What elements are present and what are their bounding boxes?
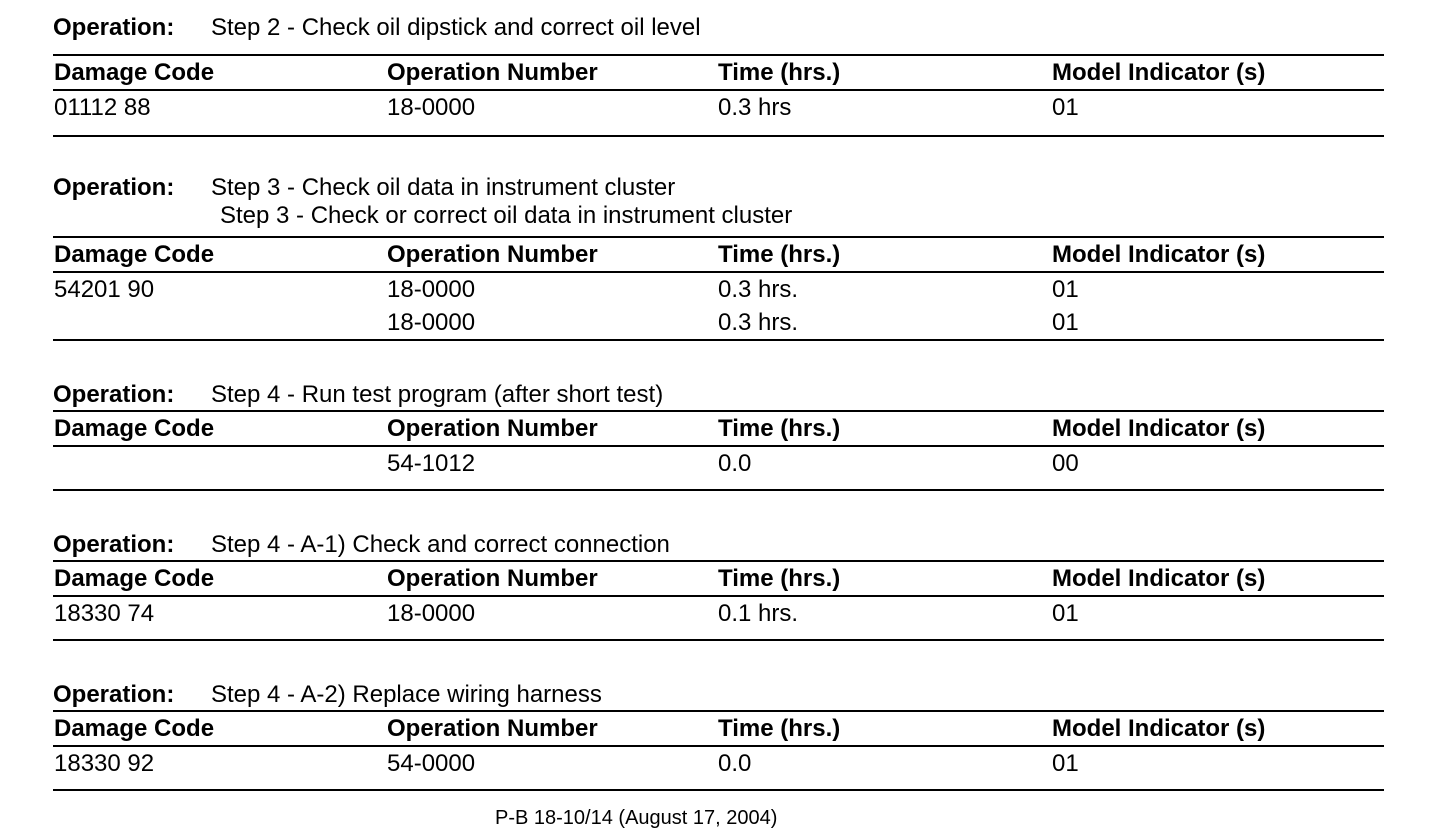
header-time: Time (hrs.): [718, 241, 841, 268]
cell-model-indicator: 01: [1052, 309, 1079, 336]
cell-time: 0.0: [718, 750, 752, 777]
operation-section-step-3: [53, 173, 1384, 341]
header-time: Time (hrs.): [718, 715, 841, 742]
operation-label: Operation:: [53, 681, 175, 708]
table-header: [53, 238, 1384, 271]
cell-model-indicator: 01: [1052, 94, 1079, 121]
table-row: [53, 91, 1384, 124]
header-damage-code: Damage Code: [54, 565, 215, 592]
header-operation-number: Operation Number: [387, 241, 598, 268]
cell-model-indicator: 00: [1052, 450, 1079, 477]
table-header: [53, 56, 1384, 89]
table-header: [53, 562, 1384, 595]
cell-damage-code: 01112 88: [54, 94, 151, 121]
table-row: [53, 747, 1384, 780]
cell-model-indicator: 01: [1052, 600, 1079, 627]
table-header: [53, 412, 1384, 445]
header-damage-code: Damage Code: [54, 59, 215, 86]
header-operation-number: Operation Number: [387, 715, 598, 742]
operation-description: Step 3 - Check oil data in instrument cluster: [211, 174, 676, 201]
operation-label: Operation:: [53, 531, 175, 558]
header-time: Time (hrs.): [718, 59, 841, 86]
operation-description: Step 4 - A-2) Replace wiring harness: [211, 681, 602, 708]
header-damage-code: Damage Code: [54, 715, 215, 742]
operation-description: Step 4 - Run test program (after short test): [211, 381, 664, 408]
divider: [53, 639, 1384, 641]
header-model-indicator: Model Indicator (s): [1052, 241, 1266, 268]
cell-model-indicator: 01: [1052, 276, 1079, 303]
header-model-indicator: Model Indicator (s): [1052, 565, 1266, 592]
divider: [53, 339, 1384, 341]
table-row: [53, 306, 1384, 339]
header-model-indicator: Model Indicator (s): [1052, 415, 1266, 442]
cell-time: 0.3 hrs.: [718, 276, 799, 303]
header-damage-code: Damage Code: [54, 415, 215, 442]
operation-label: Operation:: [53, 381, 175, 408]
cell-model-indicator: 01: [1052, 750, 1079, 777]
operation-section-step-4-a1: [53, 530, 1384, 641]
header-model-indicator: Model Indicator (s): [1052, 715, 1266, 742]
operation-label: Operation:: [53, 14, 175, 41]
table-row: [53, 597, 1384, 630]
header-operation-number: Operation Number: [387, 415, 598, 442]
cell-time: 0.3 hrs: [718, 94, 792, 121]
cell-operation-number: 18-0000: [387, 94, 476, 121]
header-time: Time (hrs.): [718, 415, 841, 442]
header-operation-number: Operation Number: [387, 59, 598, 86]
divider: [53, 789, 1384, 791]
table-header: [53, 712, 1384, 745]
divider: [53, 489, 1384, 491]
header-model-indicator: Model Indicator (s): [1052, 59, 1266, 86]
header-damage-code: Damage Code: [54, 241, 215, 268]
operation-section-step-4: [53, 380, 1384, 491]
operation-section-step-2: [53, 13, 1384, 137]
cell-damage-code: 54201 90: [54, 276, 155, 303]
operation-description: Step 2 - Check oil dipstick and correct oil level: [211, 14, 701, 41]
operation-label: Operation:: [53, 174, 175, 201]
cell-operation-number: 54-1012: [387, 450, 476, 477]
operation-description: Step 4 - A-1) Check and correct connection: [211, 531, 670, 558]
cell-operation-number: 18-0000: [387, 600, 476, 627]
operation-description-alt: Step 3 - Check or correct oil data in instrument cluster: [220, 202, 793, 229]
operation-section-step-4-a2: [53, 680, 1384, 791]
cell-damage-code: 18330 92: [54, 750, 155, 777]
header-operation-number: Operation Number: [387, 565, 598, 592]
cell-time: 0.0: [718, 450, 752, 477]
operation-title: [53, 173, 1384, 203]
header-time: Time (hrs.): [718, 565, 841, 592]
operation-title: [53, 530, 1384, 560]
cell-operation-number: 54-0000: [387, 750, 476, 777]
cell-damage-code: 18330 74: [54, 600, 155, 627]
cell-operation-number: 18-0000: [387, 276, 476, 303]
cell-time: 0.1 hrs.: [718, 600, 799, 627]
operation-title: [53, 13, 1384, 43]
operation-title: [53, 680, 1384, 710]
cell-time: 0.3 hrs.: [718, 309, 799, 336]
cell-operation-number: 18-0000: [387, 309, 476, 336]
page-footer: P-B 18-10/14 (August 17, 2004): [495, 807, 778, 829]
table-row: [53, 273, 1384, 306]
operation-title: [53, 380, 1384, 410]
divider: [53, 135, 1384, 137]
table-row: [53, 447, 1384, 480]
